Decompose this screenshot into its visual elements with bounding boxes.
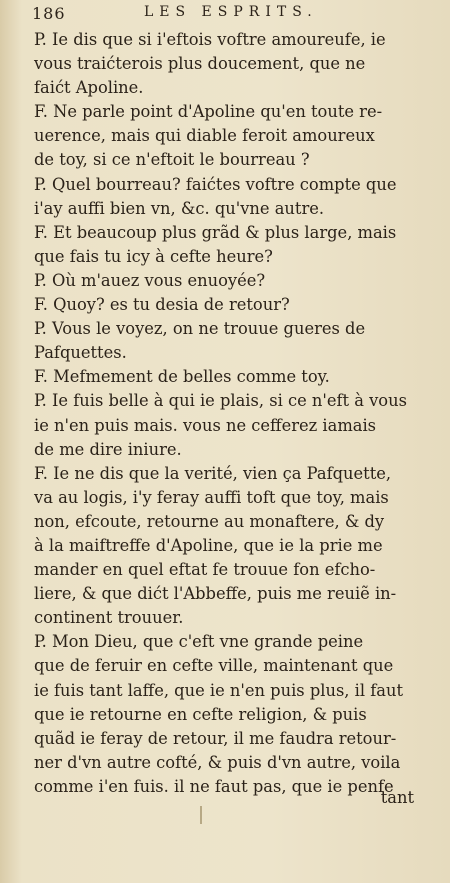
body-text: [34, 28, 414, 799]
text-line: que fais tu icy à cefte heure?: [34, 246, 273, 266]
text-line: F. Quoy? es tu desia de retour?: [34, 295, 290, 315]
text-line: de toy, si ce n'eftoit le bourreau ?: [34, 150, 310, 170]
text-line: i'ay auffi bien vn, &c. qu'vne autre.: [34, 198, 325, 218]
text-line: à la maiftreffe d'Apoline, que ie la prie me: [34, 535, 383, 555]
text-line: mander en quel eftat fe trouue fon efcho-: [34, 560, 376, 580]
text-line: P. Quel bourreau? faićtes voftre compte que: [34, 174, 397, 194]
text-line: quãd ie feray de retour, il me faudra retour-: [34, 728, 397, 748]
text-line: P. Mon Dieu, que c'eft vne grande peine: [34, 632, 364, 652]
text-line: F. Mefmement de belles comme toy.: [34, 367, 330, 387]
text-line: de me dire iniure.: [34, 439, 182, 459]
text-line: P. Ie dis que si i'eftois voftre amoureufe, ie: [34, 30, 386, 49]
text-line: que ie retourne en cefte religion, & puis: [34, 704, 367, 724]
catchword: tant: [380, 788, 414, 807]
text-line: que de feruir en cefte ville, maintenant que: [34, 656, 394, 676]
text-line: Pafquettes.: [34, 343, 127, 363]
text-line: ie n'en puis mais. vous ne cefferez iamais: [34, 415, 377, 435]
text-line: non, efcoute, retourne au monaftere, & dy: [34, 511, 385, 531]
text-line: continent trouuer.: [34, 608, 184, 628]
text-line: P. Ie fuis belle à qui ie plais, si ce n'eft à vous: [34, 391, 407, 411]
page-header: [32, 4, 412, 28]
text-line: F. Et beaucoup plus grãd & plus large, mais: [34, 222, 397, 242]
text-line: ie fuis tant laffe, que ie n'en puis plus, il faut: [34, 680, 403, 700]
page-number: 186: [32, 4, 66, 23]
ink-mark: [200, 806, 202, 824]
text-line: P. Vous le voyez, on ne trouue gueres de: [34, 319, 366, 339]
text-line: faićt Apoline.: [34, 78, 144, 98]
running-title: LES ESPRITS.: [144, 4, 318, 20]
text-line: liere, & que dićt l'Abbeffe, puis me reuiẽ in-: [34, 584, 397, 604]
text-line: uerence, mais qui diable feroit amoureux: [34, 126, 375, 146]
text-line: comme i'en fuis. il ne faut pas, que ie penfe: [34, 776, 394, 796]
text-line: vous traićterois plus doucement, que ne: [34, 54, 366, 74]
text-line: F. Ie ne dis que la verité, vien ça Pafquette,: [34, 463, 392, 483]
text-line: F. Ne parle point d'Apoline qu'en toute re-: [34, 102, 383, 122]
text-line: va au logis, i'y feray auffi toft que toy, mais: [34, 487, 389, 507]
text-line: P. Où m'auez vous enuoyée?: [34, 270, 266, 290]
text-line: ner d'vn autre cofté, & puis d'vn autre, voila: [34, 752, 401, 772]
